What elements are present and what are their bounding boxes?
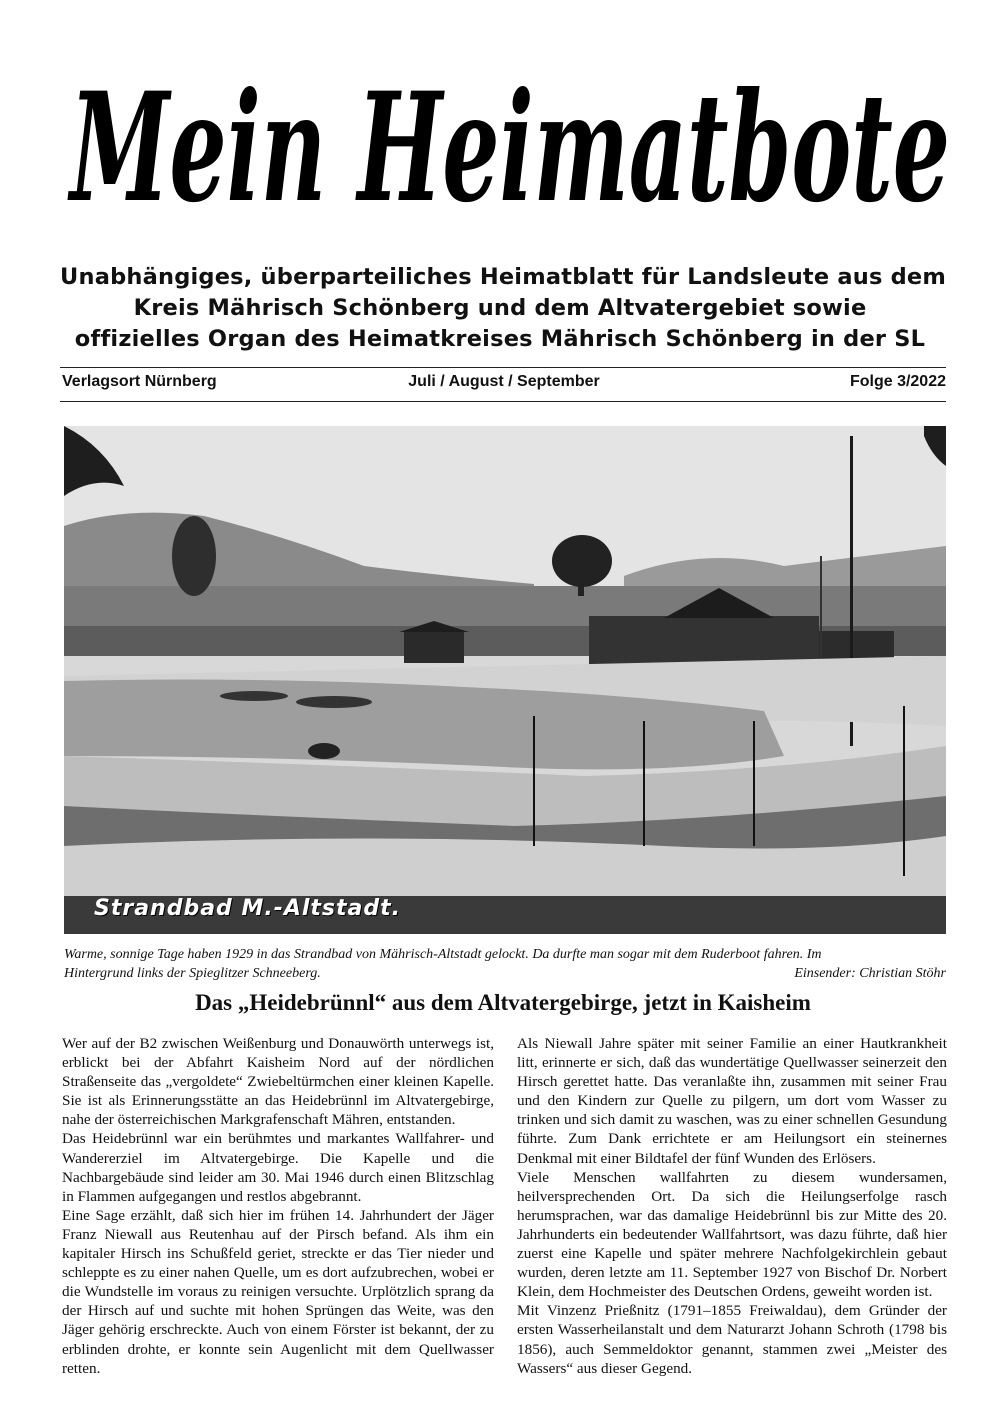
info-bar-bottom-rule [60, 401, 946, 402]
caption-line-2: Hintergrund links der Spieglitzer Schneeberg. [64, 966, 321, 981]
info-bar-top-rule [60, 367, 946, 368]
article-column-left [62, 1034, 494, 1378]
masthead-title: Mein Heimatbote [67, 60, 951, 236]
caption-credit: Einsender: Christian Stöhr [794, 966, 946, 981]
photo-caption [64, 945, 946, 983]
article-paragraph: Das Heidebrünnl war ein berühmtes und markantes Wallfahrer- und Wandererziel im Altvatergebirge. Die Kapelle und die Nachbargebäude sind leider am 30. Mai 1946 durch einen Blitzschlag in Flammen aufgegangen und restlos abgebrannt. [62, 1130, 494, 1205]
article-paragraph: Viele Menschen wallfahrten zu diesem wundersamen, heilversprechenden Ort. Da sich die Heilungserfolge rasch herumsprachen, war das damalige Heidebrünnl bis zur Mitte des 20. Jahrhunderts ein bedeutender Wallfahrtsort, was dazu führte, daß hier zuerst eine Kapelle und später mehrere Nachfolgekirchlein gebaut wurden, deren letzte am 11. September 1927 von Bischof Dr. Norbert Klein, dem Hochmeister des Deutschen Ordens, geweiht worden ist. [517, 1168, 947, 1301]
lido-photo [64, 426, 946, 934]
issue-months: Juli / August / September [408, 373, 600, 390]
masthead-logo-graphic [60, 22, 960, 252]
info-bar [62, 373, 946, 395]
publication-place: Verlagsort Nürnberg [62, 373, 217, 390]
lido-photo-image [64, 426, 946, 934]
article-paragraph: Mit Vinzenz Prießnitz (1791–1855 Freiwaldau), dem Gründer der ersten Wasserheilanstalt und dem Naturarzt Johann Schroth (1798 bis 1856), auch Semmeldoktor genannt, stammen zwei „Meister des Wassers“ aus dieser Gegend. [517, 1302, 947, 1377]
article-paragraph: Wer auf der B2 zwischen Weißenburg und Donauwörth unterwegs ist, erblickt bei der Abfahrt Kaisheim Nord auf der nördlichen Straßenseite das „vergoldete“ Zwiebeltürmchen einer kleinen Kapelle. Sie ist als Erinnerungsstätte an das Heidebrünnl im Altvatergebirge, nahe der österreichischen Markgrafenschaft Mähren, entstanden. [62, 1035, 494, 1129]
article-column-right [517, 1034, 947, 1378]
photo-inscription: Strandbad M.-Altstadt. [94, 896, 402, 921]
issue-number: Folge 3/2022 [849, 373, 946, 390]
subtitle-line-3: offizielles Organ des Heimatkreises Mährisch Schönberg in der SL [74, 326, 926, 352]
subtitle [60, 262, 946, 355]
article-paragraph: Als Niewall Jahre später mit seiner Familie an einer Hautkrankheit litt, erinnerte er sich, daß das wundertätige Quellwasser seinerzeit den Hirsch gerettet hatte. Das veranlaßte ihn, zusammen mit seiner Frau und den Kindern zur Quelle zu pilgern, um dort vom Wasser zu trinken und sich damit zu waschen, was zu einer schnellen Gesundung führte. Zum Dank errichtete er am Heilungsort ein steinernes Denkmal mit einer Bildtafel der fünf Wunden des Erlösers. [517, 1035, 947, 1167]
subtitle-line-1: Unabhängiges, überparteiliches Heimatblatt für Landsleute aus dem [60, 264, 946, 290]
masthead-logo [60, 22, 960, 252]
article-headline: Das „Heidebrünnl“ aus dem Altvatergebirge, jetzt in Kaisheim [195, 990, 811, 1015]
caption-line-1: Warme, sonnige Tage haben 1929 in das Strandbad von Mährisch-Altstadt gelockt. Da durfte man sogar mit dem Ruderboot fahren. Im [64, 947, 822, 962]
subtitle-line-2: Kreis Mährisch Schönberg und dem Altvatergebiet sowie [133, 295, 867, 321]
article-paragraph: Eine Sage erzählt, daß sich hier im frühen 14. Jahrhundert der Jäger Franz Niewall aus Reutenhau auf der Pirsch befand. Als ihm ein kapitaler Hirsch ins Schußfeld geriet, streckte er das Tier nieder und schleppte es zu einer nahen Quelle, um es dort aufzubrechen, wobei er die Wundstelle im voraus zu reinigen versuchte. Urplötzlich sprang da der Hirsch auf und suchte mit hohen Sprüngen das Weite, was den Jäger gehörig erschreckte. Auch von einem Förster ist bekannt, der zu erblinden drohte, er konnte sein Augenlicht mit dem Quellwasser retten. [62, 1206, 494, 1377]
